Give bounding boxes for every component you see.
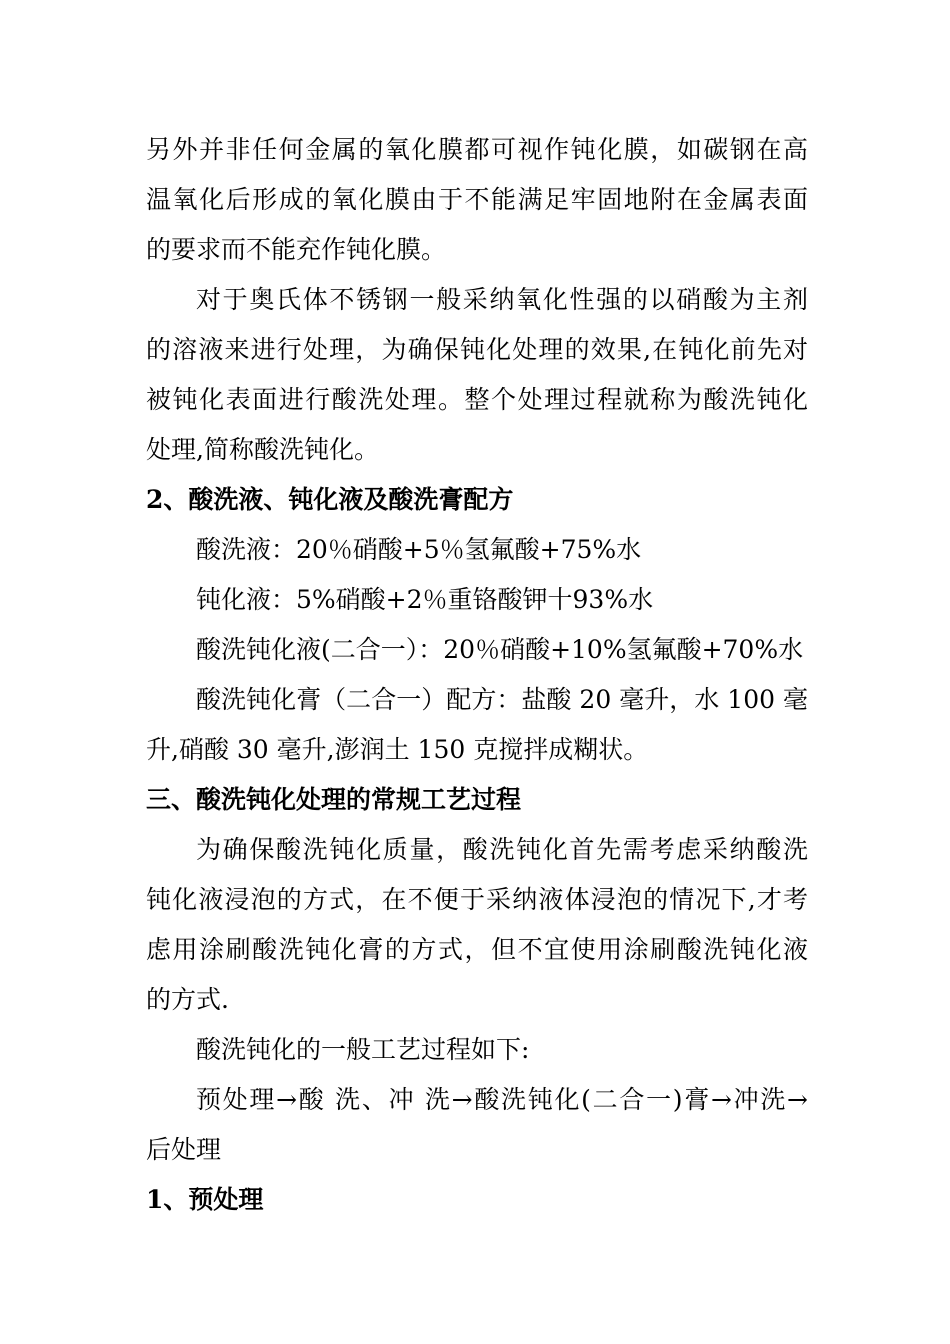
formula-passivation-solution: 钝化液：5%硝酸+2％重铬酸钾十93%水 — [196, 585, 654, 614]
paragraph-oxide-film — [146, 125, 808, 275]
formula-pickling-solution: 酸洗液：20％硝酸+5％氢氟酸+75%水 — [196, 535, 642, 564]
text-line: 为确保酸洗钝化质量，酸洗钝化首先需考虑采纳酸洗 — [196, 835, 808, 864]
text-line: 的溶液来进行处理，为确保钝化处理的效果,在钝化前先对 — [146, 335, 808, 364]
section-heading-formulas: 2、酸洗液、钝化液及酸洗膏配方 — [146, 485, 514, 514]
text-line: 升,硝酸 30 毫升,澎润土 150 克搅拌成糊状。 — [146, 735, 649, 764]
text-line: 钝化液浸泡的方式，在不便于采纳液体浸泡的情况下,才考 — [146, 885, 808, 914]
text-line: 的方式. — [146, 985, 229, 1014]
formula-combined-solution: 酸洗钝化液(二合一）：20％硝酸+10%氢氟酸+70%水 — [196, 635, 804, 664]
text-line: 预处理→酸 洗、冲 洗→酸洗钝化(二合一)膏→冲洗→ — [196, 1085, 808, 1114]
text-line: 处理,简称酸洗钝化。 — [146, 435, 379, 464]
paragraph-process-steps — [146, 1075, 808, 1175]
section-heading-pretreatment: 1、预处理 — [146, 1185, 264, 1214]
text-line: 另外并非任何金属的氧化膜都可视作钝化膜，如碳钢在高 — [146, 135, 808, 164]
text-line: 后处理 — [146, 1135, 222, 1164]
text-line: 虑用涂刷酸洗钝化膏的方式，但不宜使用涂刷酸洗钝化液 — [146, 935, 808, 964]
document-body — [146, 125, 808, 1225]
paragraph-process-intro: 酸洗钝化的一般工艺过程如下: — [196, 1035, 530, 1064]
section-heading-process: 三、酸洗钝化处理的常规工艺过程 — [146, 785, 522, 814]
paragraph-quality — [146, 825, 808, 1025]
paragraph-austenitic — [146, 275, 808, 475]
text-line: 温氧化后形成的氧化膜由于不能满足牢固地附在金属表面 — [146, 185, 808, 214]
text-line: 被钝化表面进行酸洗处理。整个处理过程就称为酸洗钝化 — [146, 385, 808, 414]
text-line: 的要求而不能充作钝化膜。 — [146, 235, 447, 264]
formula-paste — [146, 675, 808, 775]
text-line: 酸洗钝化膏（二合一）配方：盐酸 20 毫升，水 100 毫 — [196, 685, 808, 714]
text-line: 对于奥氏体不锈钢一般采纳氧化性强的以硝酸为主剂 — [196, 285, 808, 314]
